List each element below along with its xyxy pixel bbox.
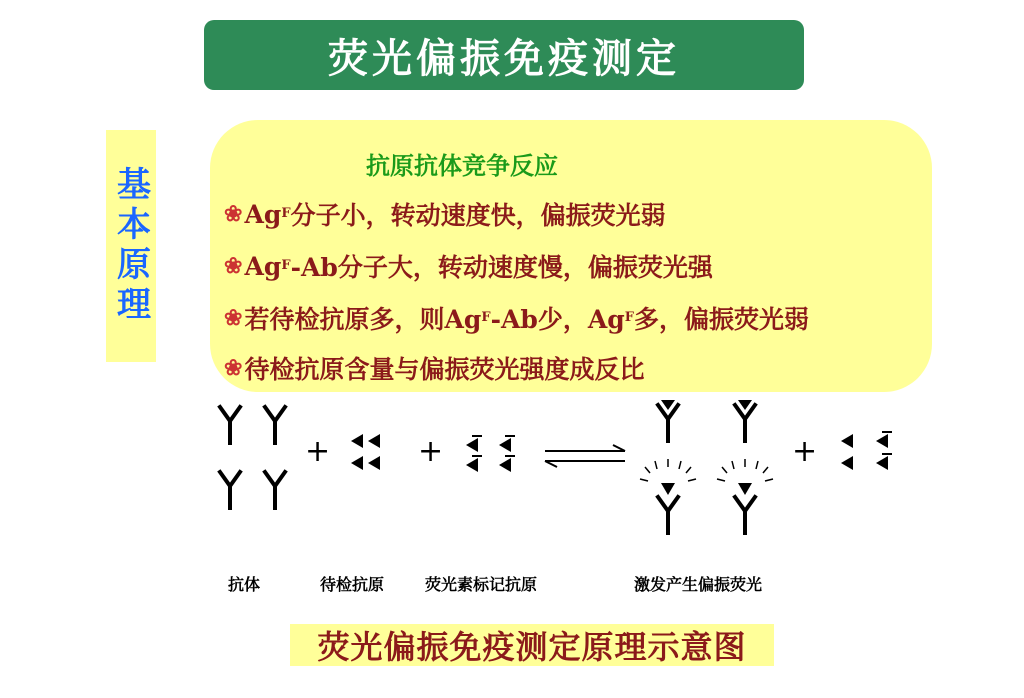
- diagram-caption: 荧光偏振免疫测定原理示意图: [290, 624, 774, 666]
- flower-bullet-icon: ❀: [224, 201, 243, 227]
- test-antigen-icon: [351, 434, 380, 470]
- page-title: 荧光偏振免疫测定: [204, 20, 804, 90]
- principle-heading: 抗原抗体竞争反应: [366, 151, 558, 180]
- point-4-text: 待检抗原含量与偏振荧光强度成反比: [244, 355, 645, 384]
- flower-bullet-icon: ❀: [224, 253, 243, 279]
- label-antibody: 抗体: [228, 575, 261, 594]
- label-excited: 激发产生偏振荧光: [634, 575, 763, 594]
- plus-sign-3: +: [792, 434, 818, 469]
- equilibrium-arrow-icon: [545, 445, 625, 467]
- point-1-post: 分子小，转动速度快，偏振荧光弱: [290, 201, 666, 230]
- point-3-post: 多，偏振荧光弱: [633, 305, 809, 334]
- principle-point-3: ❀ 若待检抗原多，则Ag F -Ab少，Ag F 多，偏振荧光弱: [224, 300, 809, 336]
- principle-point-4: [224, 350, 644, 386]
- reaction-diagram: [200, 395, 920, 545]
- point-3-pre: 若待检抗原多，则Ag: [244, 305, 482, 334]
- principle-point-1: ❀ Ag F 分子小，转动速度快，偏振荧光弱: [224, 196, 666, 232]
- point-1-pre: Ag: [244, 199, 282, 229]
- flower-bullet-icon: ❀: [224, 355, 243, 381]
- principle-point-2: ❀ Ag F -Ab分子大，转动速度慢，偏振荧光强: [224, 248, 713, 284]
- antibody-icon: [220, 407, 285, 508]
- side-label-text: 基本原理: [110, 166, 151, 326]
- excited-complex-icon: [640, 400, 773, 533]
- point-3-mid: -Ab少，Ag: [490, 305, 625, 334]
- point-2-pre: Ag: [244, 251, 282, 281]
- side-label: [106, 130, 156, 362]
- label-test-antigen: 待检抗原: [320, 575, 385, 594]
- labeled-antigen-icon: [466, 436, 515, 472]
- plus-sign-2: +: [418, 434, 444, 469]
- label-labeled-antigen: 荧光素标记抗原: [425, 575, 538, 594]
- flower-bullet-icon: ❀: [224, 305, 243, 331]
- free-antigen-icon: [841, 432, 892, 470]
- point-2-post: -Ab分子大，转动速度慢，偏振荧光强: [290, 253, 713, 282]
- plus-sign-1: +: [305, 434, 331, 469]
